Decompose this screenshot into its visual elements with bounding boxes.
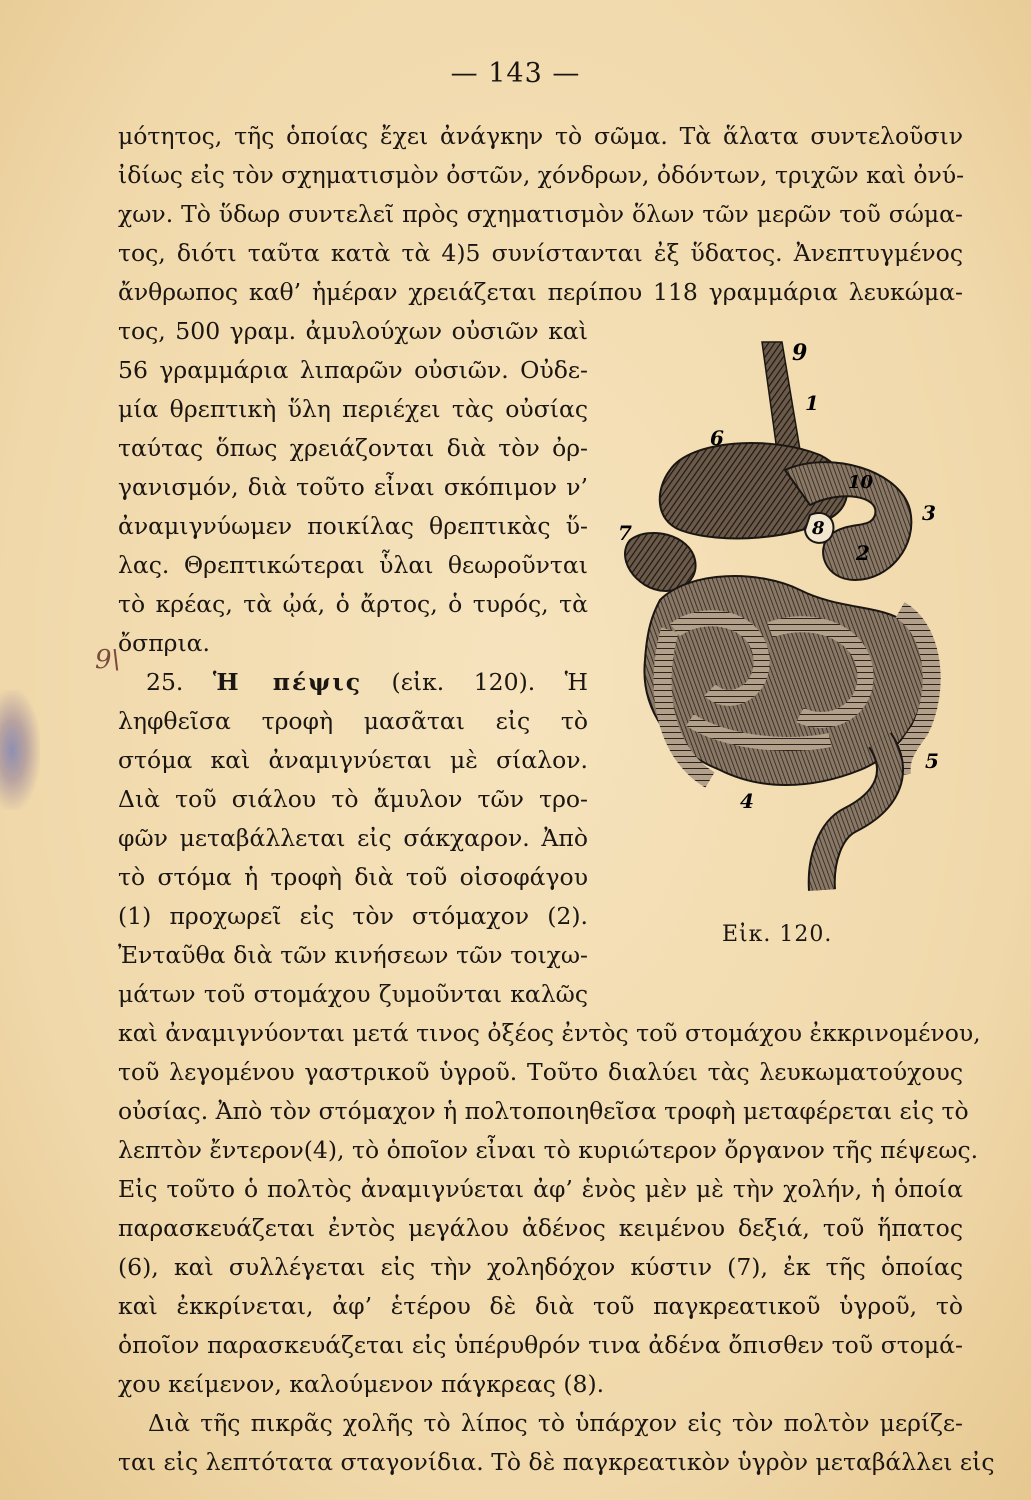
text-line: ἄνθρωπος καθ’ ἡμέραν χρειάζεται περίπου 118 γραμμάρια λευκώμα-	[118, 278, 963, 306]
text-line: 56 γραμμάρια λιπαρῶν οὐσιῶν. Οὐδε-	[118, 356, 588, 384]
text-line: μία θρεπτικὴ ὕλη περιέχει τὰς οὐσίας	[118, 395, 588, 423]
text-line: ταύτας ὅπως χρειάζονται διὰ τὸν ὀρ-	[118, 434, 588, 462]
figure-caption: Εἰκ. 120.	[722, 922, 833, 947]
page-number: — 143 —	[450, 58, 581, 89]
text-line: καὶ ἐκκρίνεται, ἀφ’ ἑτέρου δὲ διὰ τοῦ παγκρεατικοῦ ὑγροῦ, τὸ	[118, 1292, 963, 1320]
text-line: ἀναμιγνύωμεν ποικίλας θρεπτικὰς ὕ-	[118, 512, 588, 540]
text-line: παρασκευάζεται ἐντὸς μεγάλου ἀδένος κειμένου δεξιά, τοῦ ἥπατος	[118, 1214, 963, 1242]
figure-label: 2	[856, 541, 870, 565]
text-line: ὁποῖον παρασκευάζεται εἰς ὑπέρυθρόν τινα ἀδένα ὄπισθεν τοῦ στομά-	[118, 1331, 963, 1359]
digestive-system-illustration	[600, 330, 970, 930]
text-line: χων. Τὸ ὕδωρ συντελεῖ πρὸς σχηματισμὸν ὅλων τῶν μερῶν τοῦ σώμα-	[118, 200, 963, 228]
text-line: στόμα καὶ ἀναμιγνύεται μὲ σίαλον.	[118, 746, 588, 774]
text-line: ἰδίως εἰς τὸν σχηματισμὸν ὀστῶν, χόνδρων, ὀδόντων, τριχῶν καὶ ὀνύ-	[118, 161, 965, 189]
text-line: (6), καὶ συλλέγεται εἰς τὴν χοληδόχον κύστιν (7), ἐκ τῆς ὁποίας	[118, 1253, 963, 1281]
text-line: Διὰ τῆς πικρᾶς χολῆς τὸ λίπος τὸ ὑπάρχον εἰς τὸν πολτὸν μερίζε-	[148, 1409, 963, 1437]
figure-label: 4	[740, 789, 754, 813]
section-number: 25.	[146, 668, 184, 696]
text-line: γανισμόν, διὰ τοῦτο εἶναι σκόπιμον ν’	[118, 473, 588, 501]
text-line: (1) προχωρεῖ εἰς τὸν στόμαχον (2).	[118, 902, 588, 930]
section-ref: (εἰκ. 120). Ἡ	[391, 668, 588, 696]
figure-label: 3	[922, 501, 936, 525]
text-line: τοῦ λεγομένου γαστρικοῦ ὑγροῦ. Τοῦτο διαλύει τὰς λευκωματούχους	[118, 1058, 963, 1086]
figure-label: 7	[618, 521, 632, 545]
pencil-margin-note: 9\	[95, 645, 121, 675]
text-line: τος, διότι ταῦτα κατὰ τὰ 4)5 συνίστανται ἐξ ὕδατος. Ἀνεπτυγμένος	[118, 239, 963, 267]
figure-label: 1	[805, 391, 819, 415]
text-line: χου κείμενον, καλούμενον πάγκρεας (8).	[118, 1370, 605, 1398]
text-line: Ἐνταῦθα διὰ τῶν κινήσεων τῶν τοιχω-	[118, 941, 588, 969]
figure-label: 5	[925, 749, 939, 773]
text-line: τος, 500 γραμ. ἀμυλούχων οὐσιῶν καὶ	[118, 317, 588, 345]
text-line: μότητος, τῆς ὁποίας ἔχει ἀνάγκην τὸ σῶμα. Τὰ ἅλατα συντελοῦσιν	[118, 122, 963, 150]
text-line: ληφθεῖσα τροφὴ μασᾶται εἰς τὸ	[118, 707, 588, 735]
page-stain	[0, 690, 40, 810]
text-line: μάτων τοῦ στομάχου ζυμοῦνται καλῶς	[118, 980, 588, 1008]
digestive-system-figure	[600, 330, 970, 930]
text-line: λας. Θρεπτικώτεραι ὗλαι θεωροῦνται	[118, 551, 588, 579]
figure-label: 9	[792, 340, 808, 366]
figure-label: 6	[710, 426, 724, 450]
text-line: τὸ στόμα ἡ τροφὴ διὰ τοῦ οἰσοφάγου	[118, 863, 588, 891]
text-line: καὶ ἀναμιγνύονται μετά τινος ὀξέος ἐντὸς τοῦ στομάχου ἐκκρινομένου,	[118, 1019, 981, 1047]
text-line: οὐσίας. Ἀπὸ τὸν στόμαχον ἡ πολτοποιηθεῖσα τροφὴ μεταφέρεται εἰς τὸ	[118, 1097, 969, 1125]
text-line: ται εἰς λεπτότατα σταγονίδια. Τὸ δὲ παγκρεατικὸν ὑγρὸν μεταβάλλει εἰς	[118, 1448, 995, 1476]
text-line: λεπτὸν ἔντερον(4), τὸ ὁποῖον εἶναι τὸ κυριώτερον ὄργανον τῆς πέψεως.	[118, 1136, 979, 1164]
section-title: Ἡ πέψις	[212, 668, 363, 696]
section-heading	[146, 666, 588, 698]
text-line: Διὰ τοῦ σιάλου τὸ ἄμυλον τῶν τρο-	[118, 785, 588, 813]
text-line: Εἰς τοῦτο ὁ πολτὸς ἀναμιγνύεται ἀφ’ ἑνὸς μὲν μὲ τὴν χολήν, ἡ ὁποία	[118, 1175, 963, 1203]
figure-label: 8	[812, 518, 825, 539]
figure-label: 10	[848, 472, 874, 493]
text-line: τὸ κρέας, τὰ ᾠά, ὁ ἄρτος, ὁ τυρός, τὰ	[118, 590, 588, 618]
text-line: ὄσπρια.	[118, 629, 211, 657]
text-line: φῶν μεταβάλλεται εἰς σάκχαρον. Ἀπὸ	[118, 824, 588, 852]
